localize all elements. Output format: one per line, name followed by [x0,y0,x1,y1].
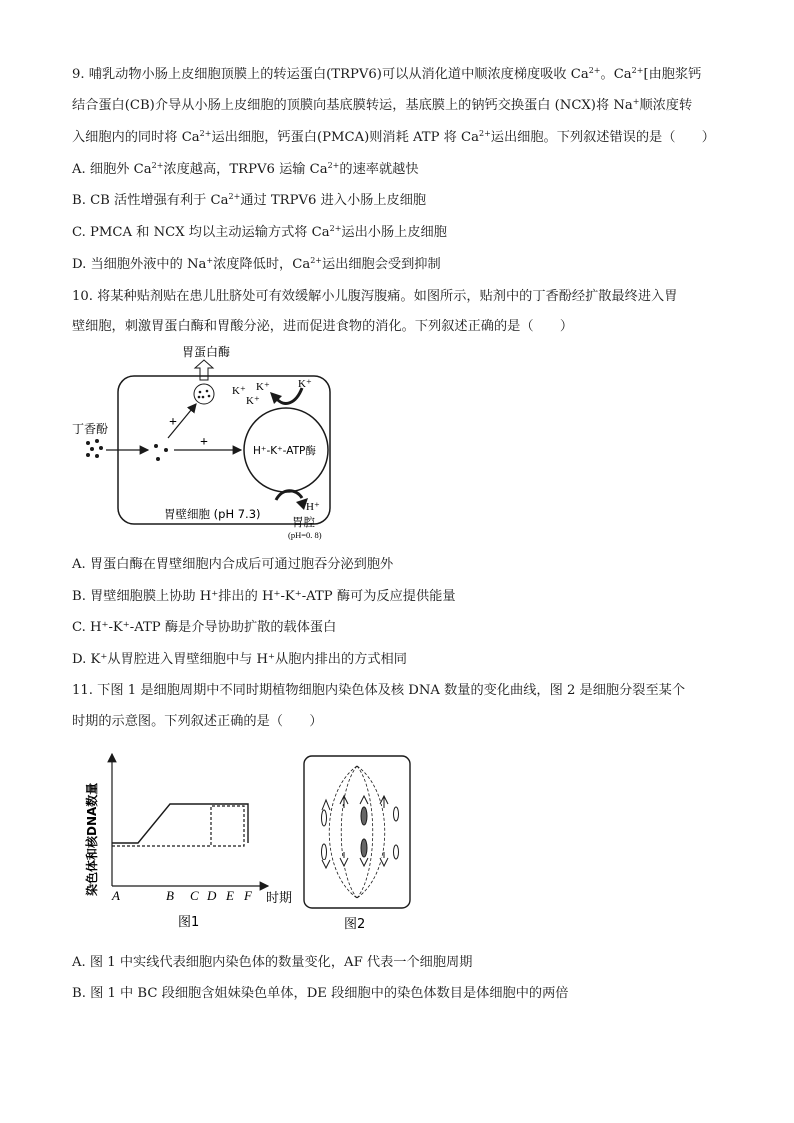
q9-option-a: A. 细胞外 $Ca^{2+}$浓度越高，TRPV6 运输 $Ca^{2+}$的速率就越快 [72,161,419,177]
eugenol-label: 丁香酚 [72,422,109,436]
plus-sign-1: + [169,415,177,430]
x-tick-label-f: F [244,888,252,903]
q9-line-3: 入细胞内的同时将 $Ca^{2+}$运出细胞，钙蛋白(PMCA)则消耗 ATP 将 $Ca^{2+}$运出细胞。下列叙述错误的是（ ） [72,129,715,145]
q9-option-c: C. PMCA 和 NCX 均以主动运输方式将 $Ca^{2+}$运出小肠上皮细胞 [72,224,447,240]
k-ion-2: K⁺ [256,381,270,393]
x-tick-label-e: E [226,888,234,903]
eugenol-molecules-inside [154,444,168,461]
cell-label: 胃壁细胞 (pH 7.3) [164,507,261,521]
q9-option-b: B. CB 活性增强有利于 $Ca^{2+}$通过 TRPV6 进入小肠上皮细胞 [72,192,427,208]
series-dashed-line [112,806,244,846]
figure-1-caption: 图1 [178,915,200,930]
plus-sign-2: + [200,435,208,450]
y-axis-label: 染色体和核DNA数量 [85,782,99,896]
figure-2-caption: 图2 [344,917,366,932]
k-ion-3: K⁺ [246,395,260,407]
series-solid-line [112,804,248,843]
secretory-vesicle [194,384,214,404]
spindle-fibers [329,766,385,898]
q10-line-2: 壁细胞，刺激胃蛋白酶和胃酸分泌，进而促进食物的消化。下列叙述正确的是（ ） [72,319,574,334]
x-tick-label-c: C [190,888,199,903]
q10-option-b: B. 胃壁细胞膜上协助 H⁺排出的 H⁺-K⁺-ATP 酶可为反应提供能量 [72,589,456,604]
x-tick-label-a: A [112,888,120,903]
figure-1-chart [78,748,300,934]
k-ion-1: K⁺ [232,385,246,397]
h-ion-outside: H⁺ [306,501,320,513]
gastric-cell-diagram [70,342,360,542]
q9-line-2: 结合蛋白(CB)介导从小肠上皮细胞的顶膜向基底膜转运，基底膜上的钠钙交换蛋白 (NCX)将 Na+顺浓度转 [72,97,693,113]
chromosomes-lower [322,839,399,868]
lumen-label: 胃腔 [292,515,315,529]
chromosomes-upper [322,796,399,826]
q11-option-b: B. 图 1 中 BC 段细胞含姐妹染色单体，DE 段细胞中的染色体数目是体细胞中的两倍 [72,986,569,1001]
q10-option-d: D. K⁺从胃腔进入胃壁细胞中与 H⁺从胞内排出的方式相同 [72,652,407,667]
pepsin-label: 胃蛋白酶 [182,345,231,359]
cell-wall [304,756,410,908]
q10-line-1: 10. 将某种贴剂贴在患儿肚脐处可有效缓解小儿腹泻腹痛。如图所示，贴剂中的丁香酚经扩散最终进入胃 [72,289,678,304]
q10-option-c: C. H⁺-K⁺-ATP 酶是介导协助扩散的载体蛋白 [72,620,337,635]
q11-line-1: 11. 下图 1 是细胞周期中不同时期植物细胞内染色体及核 DNA 数量的变化曲线，图 2 是细胞分裂至某个 [72,683,686,698]
x-tick-label-b: B [166,888,174,903]
figure-2-mitosis-diagram [300,752,416,936]
eugenol-molecules-outside [86,439,103,458]
proton-pump-label: H⁺-K⁺-ATP酶 [253,445,316,457]
x-tick-label-d: D [207,888,217,903]
q9-line-1: 9. 哺乳动物小肠上皮细胞顶膜上的转运蛋白(TRPV6)可以从消化道中顺浓度梯度吸收 $Ca^{2+}$。$Ca^{2+}$[由胞浆钙 [72,66,702,82]
k-ion-outside: K⁺ [298,378,312,390]
hollow-secretion-arrow [195,360,213,380]
x-axis-label: 时期 [266,891,293,906]
lumen-ph-label: (pH=0. 8) [288,530,322,540]
q11-line-2: 时期的示意图。下列叙述正确的是（ ） [72,714,323,729]
q11-option-a: A. 图 1 中实线代表细胞内染色体的数量变化，AF 代表一个细胞周期 [72,955,473,970]
q10-option-a: A. 胃蛋白酶在胃壁细胞内合成后可通过胞吞分泌到胞外 [72,557,394,572]
q9-option-d: D. 当细胞外液中的 Na+浓度降低时，$Ca^{2+}$运出细胞会受到抑制 [72,256,441,272]
